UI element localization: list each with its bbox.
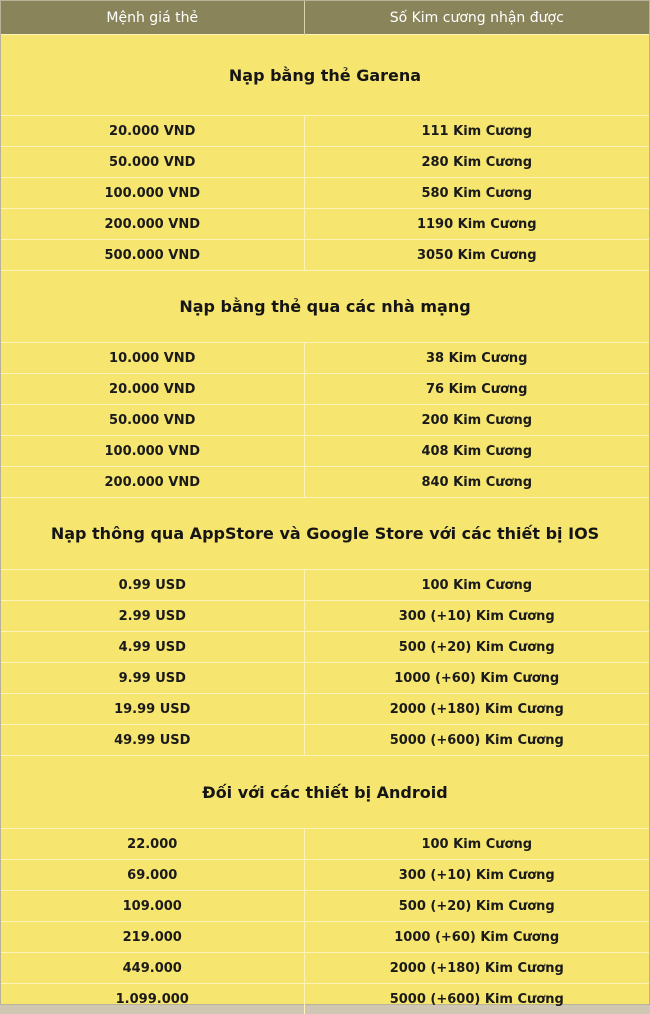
table-row: [1, 570, 649, 601]
card-value-cell: 10.000 VND: [1, 343, 304, 374]
card-value-cell: 2.99 USD: [1, 601, 304, 632]
section-title-row: [1, 756, 649, 829]
diamonds-cell: 500 (+20) Kim Cương: [304, 632, 649, 663]
card-value-cell: 219.000: [1, 922, 304, 953]
diamonds-cell: 111 Kim Cương: [304, 116, 649, 147]
card-value-cell: 20.000 VND: [1, 116, 304, 147]
card-value-cell: 100.000 VND: [1, 178, 304, 209]
section-title-android: Đối với các thiết bị Android: [1, 756, 649, 829]
diamonds-cell: 5000 (+600) Kim Cương: [304, 725, 649, 756]
card-value-cell: 200.000 VND: [1, 209, 304, 240]
table-row: [1, 178, 649, 209]
section-title-garena: Nạp bằng thẻ Garena: [1, 35, 649, 116]
table-row: [1, 436, 649, 467]
card-value-cell: 500.000 VND: [1, 240, 304, 271]
table-row: [1, 116, 649, 147]
table-row: [1, 694, 649, 725]
diamonds-cell: 300 (+10) Kim Cương: [304, 601, 649, 632]
table-row: [1, 953, 649, 984]
table-row: [1, 343, 649, 374]
section-title-carriers: Nạp bằng thẻ qua các nhà mạng: [1, 271, 649, 343]
card-value-cell: 200.000 VND: [1, 467, 304, 498]
table-row: [1, 467, 649, 498]
diamonds-cell: 100 Kim Cương: [304, 829, 649, 860]
card-value-cell: 4.99 USD: [1, 632, 304, 663]
table-row: [1, 374, 649, 405]
header-card-value: Mệnh giá thẻ: [1, 1, 304, 35]
table-row: [1, 601, 649, 632]
card-value-cell: 50.000 VND: [1, 147, 304, 178]
table-row: [1, 209, 649, 240]
table-header-row: [1, 1, 649, 35]
section-title-row: [1, 35, 649, 116]
diamonds-cell: 408 Kim Cương: [304, 436, 649, 467]
card-value-cell: 449.000: [1, 953, 304, 984]
diamond-price-table: [1, 1, 649, 1014]
diamonds-cell: 580 Kim Cương: [304, 178, 649, 209]
diamonds-cell: 3050 Kim Cương: [304, 240, 649, 271]
table-row: [1, 984, 649, 1014]
diamonds-cell: 500 (+20) Kim Cương: [304, 891, 649, 922]
diamonds-cell: 1190 Kim Cương: [304, 209, 649, 240]
table-row: [1, 860, 649, 891]
card-value-cell: 50.000 VND: [1, 405, 304, 436]
card-value-cell: 19.99 USD: [1, 694, 304, 725]
table-row: [1, 829, 649, 860]
diamonds-cell: 840 Kim Cương: [304, 467, 649, 498]
card-value-cell: 22.000: [1, 829, 304, 860]
card-value-cell: 20.000 VND: [1, 374, 304, 405]
table-row: [1, 891, 649, 922]
diamonds-cell: 200 Kim Cương: [304, 405, 649, 436]
diamonds-cell: 300 (+10) Kim Cương: [304, 860, 649, 891]
diamonds-cell: 2000 (+180) Kim Cương: [304, 694, 649, 725]
table-row: [1, 725, 649, 756]
section-title-row: [1, 498, 649, 570]
diamonds-cell: 1000 (+60) Kim Cương: [304, 663, 649, 694]
table-row: [1, 922, 649, 953]
table-row: [1, 405, 649, 436]
table-row: [1, 147, 649, 178]
header-diamonds-received: Số Kim cương nhận được: [304, 1, 649, 35]
diamonds-cell: 38 Kim Cương: [304, 343, 649, 374]
diamonds-cell: 1000 (+60) Kim Cương: [304, 922, 649, 953]
card-value-cell: 0.99 USD: [1, 570, 304, 601]
section-title-ios: Nạp thông qua AppStore và Google Store với các thiết bị IOS: [1, 498, 649, 570]
card-value-cell: 109.000: [1, 891, 304, 922]
card-value-cell: 100.000 VND: [1, 436, 304, 467]
diamonds-cell: 2000 (+180) Kim Cương: [304, 953, 649, 984]
card-value-cell: 49.99 USD: [1, 725, 304, 756]
diamonds-cell: 5000 (+600) Kim Cương: [304, 984, 649, 1014]
section-title-row: [1, 271, 649, 343]
card-value-cell: 69.000: [1, 860, 304, 891]
diamonds-cell: 280 Kim Cương: [304, 147, 649, 178]
table-row: [1, 240, 649, 271]
diamonds-cell: 76 Kim Cương: [304, 374, 649, 405]
table-row: [1, 632, 649, 663]
diamonds-cell: 100 Kim Cương: [304, 570, 649, 601]
table-row: [1, 663, 649, 694]
card-value-cell: 1.099.000: [1, 984, 304, 1014]
card-value-cell: 9.99 USD: [1, 663, 304, 694]
